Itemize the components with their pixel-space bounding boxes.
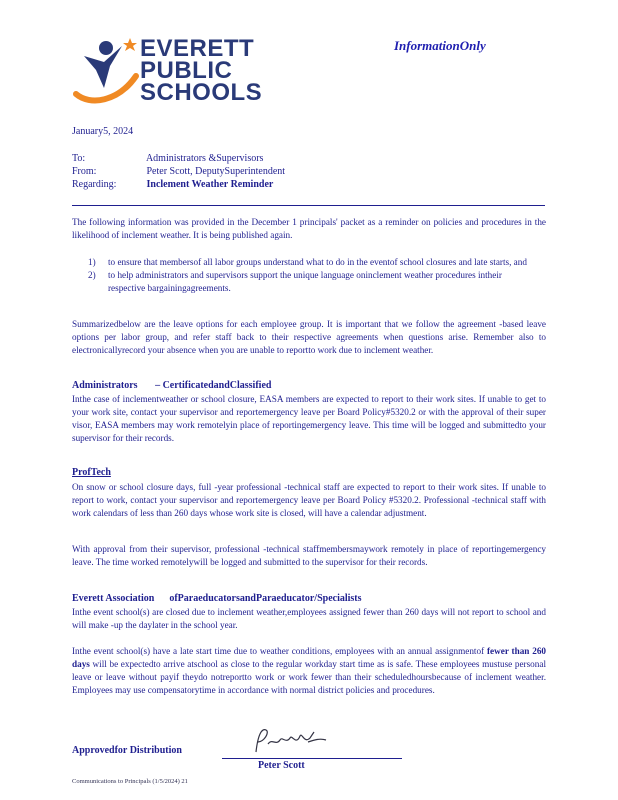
list-item — [88, 256, 528, 269]
administrators-heading — [72, 380, 271, 391]
paraeducators-heading — [72, 593, 362, 604]
memo-regarding-row — [72, 179, 273, 190]
summary-paragraph: Summarizedbelow are the leave options for each employee group. It is important that we follow the agreement -based leave options per labor group, and refer staff back to their respective agreements when questions arise. Remember also to electronicallyrecord your absence when you are unable to reportto work due to inclement weather. — [72, 319, 546, 355]
logo-line: EVERETT — [140, 35, 255, 62]
memo-date: January5, 2024 — [72, 126, 134, 137]
memo-from-row — [72, 166, 285, 177]
list-text: to help administrators and supervisors support the unique language oninclement weather procedures intheir respective bargainingagreements. — [108, 270, 502, 293]
paraeducators-body-2-end: will be expectedto arrive atschool as close to the regular workday start time as is safe. These employees mustuse personal leave or leave without payif theydo notreportto work or work fewer than their scheduledhoursbecause of inclement weather. Employees may use compensatorytime in accordance with normal district policies and procedures. — [72, 659, 546, 695]
purpose-list — [88, 256, 528, 295]
administrators-heading-sub: – CertificatedandClassified — [155, 380, 272, 391]
administrators-body: Inthe case of inclementweather or school closure, EASA members are expected to report to their work sites. If unable to get to your work site, contact your supervisor and reportemergency leave per Board Policy#5320.2 or with the approval of their super visor, EASA members may work remotelyin place of reportingemergency leave. This time will be logged and submittedto your supervisor for their records. — [72, 394, 546, 443]
list-item — [88, 269, 528, 295]
proftech-body-1: On snow or school closure days, full -year professional -technical staff are expected to report to their work sites. If unable to report to work, contact your supervisor and reportemergency leave per Board Policy #5320.2. Professional -technical staff with work calendars of less than 260 days whose work site is closed, will have a calendar adjustment. — [72, 482, 546, 518]
memo-to-value: Administrators &Supervisors — [145, 153, 264, 164]
signatory-name: Peter Scott — [258, 760, 305, 771]
intro-paragraph: The following information was provided in the December 1 principals' packet as a reminder on policies and procedures in the likelihood of inclement weather. It is being published again. — [72, 217, 546, 240]
memo-from-label: From: — [72, 166, 97, 177]
list-number: 2) — [88, 270, 96, 280]
signature-line — [222, 758, 402, 759]
district-logo — [70, 35, 263, 112]
page-footer: Communications to Principals (1/5/2024) 21 — [72, 778, 188, 785]
memo-to-label: To: — [72, 153, 86, 164]
memo-regarding-label: Regarding: — [72, 179, 117, 190]
paraeducators-body-2 — [72, 645, 546, 697]
approved-for-distribution-label: Approvedfor Distribution — [72, 745, 182, 756]
administrators-heading-main: Administrators — [72, 380, 138, 391]
signature-image — [252, 724, 330, 758]
logo-line: PUBLIC — [140, 57, 233, 84]
paraeducators-body-2-emphasis: fewer than 260 days — [72, 646, 547, 669]
list-text: to ensure that membersof all labor groups understand what to do in the eventof school closures and late starts, and — [108, 257, 527, 267]
star-figure-icon — [70, 36, 140, 112]
information-only-label: InformationOnly — [394, 38, 486, 53]
memo-from-value: Peter Scott, DeputySuperintendent — [146, 166, 286, 177]
proftech-body-2: With approval from their supervisor, professional -technical staffmembersmaywork remotely in place of reportingemergency leave. The time worked remotelywill be logged and submitted to the supervisor for their records. — [72, 544, 546, 567]
paraeducators-heading-sub: ofParaeducatorsandParaeducator/Specialists — [169, 593, 362, 604]
logo-wordmark — [140, 35, 263, 106]
memo-regarding-value: Inclement Weather Reminder — [146, 179, 274, 190]
paraeducators-heading-main: Everett Association — [72, 593, 155, 604]
memo-to-row — [72, 153, 263, 164]
paraeducators-body-2-start: Inthe event school(s) have a late start time due to weather conditions, employees with an annual assignmentof — [72, 646, 485, 656]
paraeducators-body-1: Inthe event school(s) are closed due to inclement weather,employees assigned fewer than 260 days will not report to school and will make -up the daylater in the school year. — [72, 607, 546, 630]
header-divider — [72, 205, 545, 206]
proftech-heading: ProfTech — [72, 467, 111, 478]
list-number: 1) — [88, 257, 96, 267]
logo-line: SCHOOLS — [140, 79, 263, 106]
